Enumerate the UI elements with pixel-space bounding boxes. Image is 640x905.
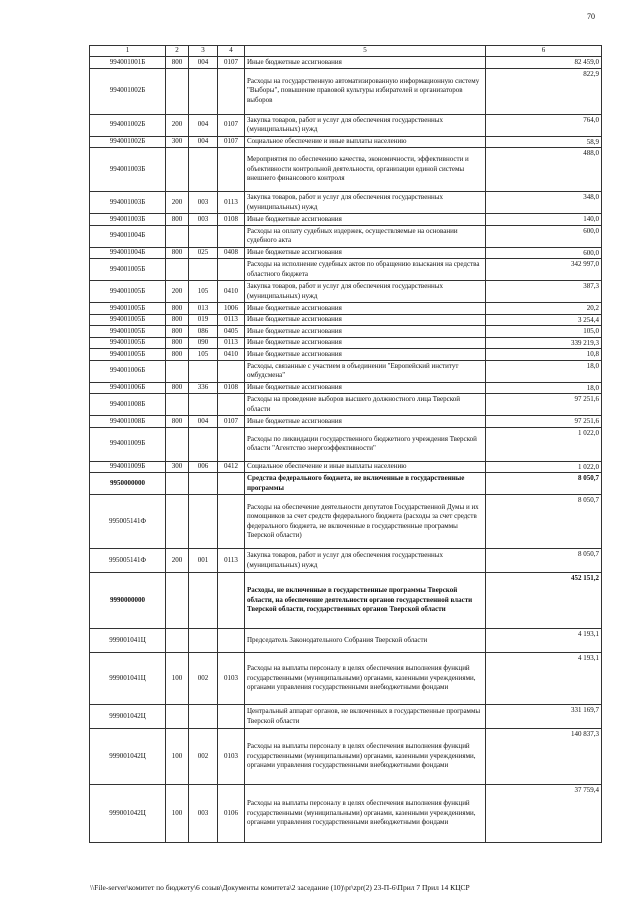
section-cell: 0113: [218, 314, 245, 326]
column-header: 5: [245, 46, 486, 57]
code-cell: 999001041Ц: [90, 629, 166, 653]
table-row: [90, 303, 602, 315]
table-row: [90, 785, 602, 843]
code-cell: 994001008Б: [90, 416, 166, 428]
amount-cell: 140 837,3: [486, 729, 602, 785]
code-cell: 994001004Б: [90, 225, 166, 247]
table-row: [90, 314, 602, 326]
description-cell: Мероприятия по обеспечению качества, экономичности, эффективности и объективности контрольной деятельности, организации единой системы внешнего финансового контроля: [245, 148, 486, 192]
expense-type-cell: 200: [166, 114, 189, 136]
ministry-cell: 086: [189, 326, 218, 338]
amount-cell: 97 251,6: [486, 416, 602, 428]
code-cell: 994001005Б: [90, 349, 166, 361]
amount-cell: 105,0: [486, 326, 602, 338]
ministry-cell: 003: [189, 785, 218, 843]
description-cell: Социальное обеспечение и иные выплаты населению: [245, 136, 486, 148]
amount-cell: 82 459,0: [486, 57, 602, 69]
code-cell: 994001005Б: [90, 326, 166, 338]
section-cell: [218, 629, 245, 653]
section-cell: [218, 495, 245, 549]
ministry-cell: [189, 148, 218, 192]
section-cell: [218, 473, 245, 495]
table-row: [90, 573, 602, 629]
expense-type-cell: [166, 705, 189, 729]
section-cell: 0113: [218, 337, 245, 349]
ministry-cell: [189, 427, 218, 461]
amount-cell: 339 219,3: [486, 337, 602, 349]
table-row: [90, 427, 602, 461]
amount-cell: 18,0: [486, 382, 602, 394]
section-cell: 0106: [218, 785, 245, 843]
table-row: [90, 360, 602, 382]
expense-type-cell: [166, 473, 189, 495]
section-cell: 0113: [218, 549, 245, 573]
table-row: [90, 473, 602, 495]
expense-type-cell: [166, 427, 189, 461]
code-cell: 999001042Ц: [90, 705, 166, 729]
ministry-cell: 019: [189, 314, 218, 326]
table-row: [90, 653, 602, 705]
amount-cell: 8 050,7: [486, 473, 602, 495]
section-cell: 0412: [218, 461, 245, 473]
expense-type-cell: 200: [166, 281, 189, 303]
amount-cell: 600,0: [486, 247, 602, 259]
expense-type-cell: 800: [166, 314, 189, 326]
description-cell: Иные бюджетные ассигнования: [245, 337, 486, 349]
section-cell: [218, 573, 245, 629]
expense-type-cell: 800: [166, 326, 189, 338]
amount-cell: 348,0: [486, 192, 602, 214]
expense-type-cell: 800: [166, 382, 189, 394]
ministry-cell: 006: [189, 461, 218, 473]
table-row: [90, 337, 602, 349]
description-cell: Иные бюджетные ассигнования: [245, 349, 486, 361]
expense-type-cell: [166, 148, 189, 192]
code-cell: 994001005Б: [90, 281, 166, 303]
table-row: [90, 214, 602, 226]
section-cell: 0107: [218, 57, 245, 69]
amount-cell: 4 193,1: [486, 653, 602, 705]
amount-cell: 10,8: [486, 349, 602, 361]
description-cell: Закупка товаров, работ и услуг для обеспечения государственных (муниципальных) нужд: [245, 114, 486, 136]
section-cell: [218, 360, 245, 382]
code-cell: 994001002Б: [90, 68, 166, 114]
code-cell: 994001004Б: [90, 247, 166, 259]
section-cell: [218, 427, 245, 461]
expense-type-cell: [166, 629, 189, 653]
column-header: 6: [486, 46, 602, 57]
section-cell: 0408: [218, 247, 245, 259]
description-cell: Иные бюджетные ассигнования: [245, 314, 486, 326]
section-cell: 0410: [218, 349, 245, 361]
description-cell: Центральный аппарат органов, не включенных в государственные программы Тверской области: [245, 705, 486, 729]
table-row: [90, 416, 602, 428]
table-row: [90, 495, 602, 549]
amount-cell: 764,0: [486, 114, 602, 136]
expense-type-cell: 300: [166, 461, 189, 473]
ministry-cell: [189, 225, 218, 247]
description-cell: Иные бюджетные ассигнования: [245, 416, 486, 428]
ministry-cell: 004: [189, 114, 218, 136]
amount-cell: 37 759,4: [486, 785, 602, 843]
table-row: [90, 57, 602, 69]
description-cell: Иные бюджетные ассигнования: [245, 214, 486, 226]
expense-type-cell: [166, 68, 189, 114]
amount-cell: 488,0: [486, 148, 602, 192]
table-row: [90, 259, 602, 281]
ministry-cell: [189, 259, 218, 281]
section-cell: 0113: [218, 192, 245, 214]
code-cell: 994001003Б: [90, 192, 166, 214]
description-cell: Расходы по ликвидации государственного бюджетного учреждения Тверской области "Агентство энергоэффективности": [245, 427, 486, 461]
description-cell: Расходы на выплаты персоналу в целях обеспечения выполнения функций государственными (муниципальными) органами, казенными учреждениями, органами управления государственными внебюджетными фондами: [245, 729, 486, 785]
code-cell: 994001005Б: [90, 314, 166, 326]
table-row: [90, 247, 602, 259]
section-cell: 0103: [218, 653, 245, 705]
amount-cell: 822,9: [486, 68, 602, 114]
budget-table: [89, 45, 602, 843]
expense-type-cell: [166, 259, 189, 281]
amount-cell: 387,3: [486, 281, 602, 303]
section-cell: [218, 259, 245, 281]
amount-cell: 97 251,6: [486, 394, 602, 416]
amount-cell: 452 151,2: [486, 573, 602, 629]
amount-cell: 1 022,0: [486, 427, 602, 461]
section-cell: [218, 148, 245, 192]
section-cell: [218, 68, 245, 114]
code-cell: 994001005Б: [90, 259, 166, 281]
ministry-cell: [189, 68, 218, 114]
ministry-cell: 025: [189, 247, 218, 259]
section-cell: 0405: [218, 326, 245, 338]
code-cell: 9950000000: [90, 473, 166, 495]
code-cell: 994001003Б: [90, 214, 166, 226]
description-cell: Расходы на исполнение судебных актов по обращению взыскания на средства областного бюджета: [245, 259, 486, 281]
description-cell: Расходы на государственную автоматизированную информационную систему "Выборы", повышение правовой культуры избирателей и организаторов выборов: [245, 68, 486, 114]
page-number: 70: [587, 12, 595, 21]
description-cell: Иные бюджетные ассигнования: [245, 326, 486, 338]
table-row: [90, 705, 602, 729]
ministry-cell: [189, 573, 218, 629]
description-cell: Расходы, связанные с участием в объединении "Европейский институт омбудсмена": [245, 360, 486, 382]
code-cell: 994001005Б: [90, 337, 166, 349]
code-cell: 999001042Ц: [90, 729, 166, 785]
code-cell: 995005141Ф: [90, 495, 166, 549]
code-cell: 994001003Б: [90, 148, 166, 192]
column-header: 4: [218, 46, 245, 57]
table-row: [90, 629, 602, 653]
expense-type-cell: 800: [166, 337, 189, 349]
amount-cell: 3 254,4: [486, 314, 602, 326]
table-row: [90, 148, 602, 192]
expense-type-cell: 800: [166, 57, 189, 69]
section-cell: [218, 394, 245, 416]
table-row: [90, 349, 602, 361]
section-cell: 0107: [218, 114, 245, 136]
table-row: [90, 394, 602, 416]
amount-cell: 4 193,1: [486, 629, 602, 653]
section-cell: 1006: [218, 303, 245, 315]
amount-cell: 342 997,0: [486, 259, 602, 281]
ministry-cell: [189, 705, 218, 729]
ministry-cell: 336: [189, 382, 218, 394]
ministry-cell: [189, 360, 218, 382]
description-cell: Расходы на оплату судебных издержек, осуществляемые на основании судебного акта: [245, 225, 486, 247]
description-cell: Средства федерального бюджета, не включенные в государственные программы: [245, 473, 486, 495]
table-row: [90, 382, 602, 394]
description-cell: Расходы, не включенные в государственные программы Тверской области, на обеспечение деятельности органов государственной власти Тверской области, государственных органов Тверской области: [245, 573, 486, 629]
expense-type-cell: 800: [166, 214, 189, 226]
code-cell: 994001006Б: [90, 360, 166, 382]
column-header: 1: [90, 46, 166, 57]
amount-cell: 600,0: [486, 225, 602, 247]
expense-type-cell: [166, 573, 189, 629]
code-cell: 995005141Ф: [90, 549, 166, 573]
description-cell: Расходы на обеспечение деятельности депутатов Государственной Думы и их помощников за счет средств федерального бюджета (расходы за счет средств федерального бюджета, не включенные в государственные программы Тверской области): [245, 495, 486, 549]
description-cell: Расходы на выплаты персоналу в целях обеспечения выполнения функций государственными (муниципальными) органами, казенными учреждениями, органами управления государственными внебюджетными фондами: [245, 653, 486, 705]
ministry-cell: [189, 495, 218, 549]
code-cell: 994001002Б: [90, 114, 166, 136]
column-header: 3: [189, 46, 218, 57]
ministry-cell: [189, 629, 218, 653]
expense-type-cell: [166, 225, 189, 247]
ministry-cell: [189, 473, 218, 495]
expense-type-cell: 800: [166, 247, 189, 259]
description-cell: Иные бюджетные ассигнования: [245, 57, 486, 69]
amount-cell: 8 050,7: [486, 495, 602, 549]
code-cell: 994001009Б: [90, 461, 166, 473]
code-cell: 994001002Б: [90, 136, 166, 148]
ministry-cell: [189, 394, 218, 416]
code-cell: 994001006Б: [90, 382, 166, 394]
description-cell: Закупка товаров, работ и услуг для обеспечения государственных (муниципальных) нужд: [245, 192, 486, 214]
section-cell: 0108: [218, 382, 245, 394]
header-row: [90, 46, 602, 57]
code-cell: 994001001Б: [90, 57, 166, 69]
expense-type-cell: 800: [166, 349, 189, 361]
table-row: [90, 68, 602, 114]
code-cell: 994001005Б: [90, 303, 166, 315]
code-cell: 999001041Ц: [90, 653, 166, 705]
table-row: [90, 281, 602, 303]
code-cell: 9990000000: [90, 573, 166, 629]
amount-cell: 140,0: [486, 214, 602, 226]
description-cell: Иные бюджетные ассигнования: [245, 247, 486, 259]
ministry-cell: 003: [189, 214, 218, 226]
ministry-cell: 002: [189, 729, 218, 785]
table-row: [90, 729, 602, 785]
expense-type-cell: 100: [166, 729, 189, 785]
amount-cell: 331 169,7: [486, 705, 602, 729]
expense-type-cell: 200: [166, 192, 189, 214]
code-cell: 999001042Ц: [90, 785, 166, 843]
section-cell: [218, 225, 245, 247]
description-cell: Иные бюджетные ассигнования: [245, 382, 486, 394]
amount-cell: 20,2: [486, 303, 602, 315]
ministry-cell: 004: [189, 136, 218, 148]
ministry-cell: 004: [189, 416, 218, 428]
expense-type-cell: 800: [166, 303, 189, 315]
amount-cell: 58,9: [486, 136, 602, 148]
description-cell: Закупка товаров, работ и услуг для обеспечения государственных (муниципальных) нужд: [245, 549, 486, 573]
expense-type-cell: 100: [166, 653, 189, 705]
ministry-cell: 105: [189, 349, 218, 361]
description-cell: Иные бюджетные ассигнования: [245, 303, 486, 315]
expense-type-cell: [166, 394, 189, 416]
ministry-cell: 004: [189, 57, 218, 69]
ministry-cell: 003: [189, 192, 218, 214]
expense-type-cell: [166, 495, 189, 549]
table-row: [90, 461, 602, 473]
expense-type-cell: 300: [166, 136, 189, 148]
code-cell: 994001009Б: [90, 427, 166, 461]
table-row: [90, 136, 602, 148]
description-cell: Закупка товаров, работ и услуг для обеспечения государственных (муниципальных) нужд: [245, 281, 486, 303]
section-cell: 0410: [218, 281, 245, 303]
expense-type-cell: 200: [166, 549, 189, 573]
file-path-footer: \\File-server\комитет по бюджету\6 созыв\Документы комитета\2 заседание (10)\pr\zpr(2) 23-П-6\Прил 7 Прил 14 КЦСР: [90, 883, 470, 892]
section-cell: 0108: [218, 214, 245, 226]
ministry-cell: 013: [189, 303, 218, 315]
ministry-cell: 105: [189, 281, 218, 303]
code-cell: 994001008Б: [90, 394, 166, 416]
table-row: [90, 114, 602, 136]
description-cell: Председатель Законодательного Собрания Тверской области: [245, 629, 486, 653]
ministry-cell: 090: [189, 337, 218, 349]
table-row: [90, 549, 602, 573]
table-row: [90, 192, 602, 214]
expense-type-cell: [166, 360, 189, 382]
amount-cell: 8 050,7: [486, 549, 602, 573]
description-cell: Расходы на выплаты персоналу в целях обеспечения выполнения функций государственными (муниципальными) органами, казенными учреждениями, органами управления государственными внебюджетными фондами: [245, 785, 486, 843]
section-cell: [218, 705, 245, 729]
description-cell: Расходы на проведение выборов высшего должностного лица Тверской области: [245, 394, 486, 416]
section-cell: 0107: [218, 136, 245, 148]
table-row: [90, 326, 602, 338]
amount-cell: 18,0: [486, 360, 602, 382]
ministry-cell: 001: [189, 549, 218, 573]
section-cell: 0107: [218, 416, 245, 428]
table-row: [90, 225, 602, 247]
expense-type-cell: 800: [166, 416, 189, 428]
amount-cell: 1 022,0: [486, 461, 602, 473]
section-cell: 0103: [218, 729, 245, 785]
ministry-cell: 002: [189, 653, 218, 705]
description-cell: Социальное обеспечение и иные выплаты населению: [245, 461, 486, 473]
expense-type-cell: 100: [166, 785, 189, 843]
column-header: 2: [166, 46, 189, 57]
